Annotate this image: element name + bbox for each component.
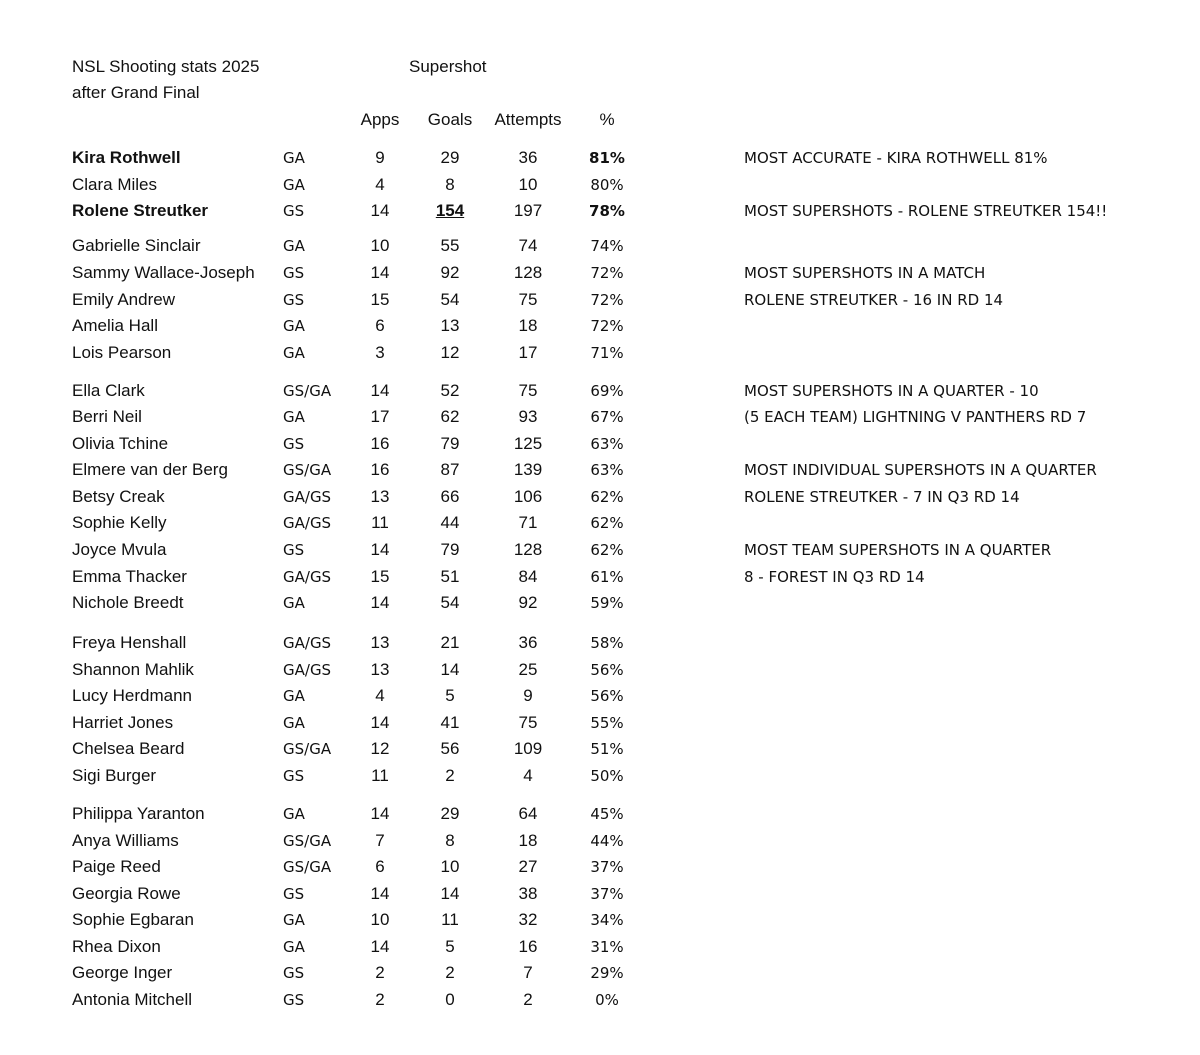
player-name: Sammy Wallace-Joseph <box>72 263 255 282</box>
player-pct: 62% <box>590 541 624 559</box>
player-pct: 56% <box>590 661 624 679</box>
player-position: GS <box>283 767 305 785</box>
note-most-accurate: MOST ACCURATE - KIRA ROTHWELL 81% <box>744 149 1048 167</box>
col-header-goals: Goals <box>427 110 473 129</box>
player-goals: 29 <box>440 804 460 823</box>
player-attempts: 128 <box>513 540 543 559</box>
player-apps: 11 <box>371 766 389 785</box>
player-name: Shannon Mahlik <box>72 660 194 679</box>
player-pct: 71% <box>590 344 624 362</box>
player-attempts: 10 <box>518 175 538 194</box>
player-pct: 62% <box>590 514 624 532</box>
player-name: Sophie Kelly <box>72 513 167 532</box>
player-goals: 8 <box>445 831 455 850</box>
player-attempts: 74 <box>518 236 538 255</box>
player-apps: 16 <box>370 460 390 479</box>
player-goals: 0 <box>445 990 455 1009</box>
player-position: GS <box>283 435 305 453</box>
player-position: GA <box>283 408 305 426</box>
player-goals: 12 <box>440 343 460 362</box>
player-pct: 72% <box>590 264 624 282</box>
player-pct: 59% <box>590 594 624 612</box>
player-name: Lois Pearson <box>72 343 172 362</box>
player-pct: 37% <box>590 858 624 876</box>
player-attempts: 106 <box>513 487 543 506</box>
player-position: GA/GS <box>283 488 332 506</box>
player-attempts: 75 <box>518 381 538 400</box>
note-team-quarter-detail: 8 - FOREST IN Q3 RD 14 <box>744 568 925 586</box>
player-apps: 9 <box>375 148 385 167</box>
player-goals: 14 <box>440 660 460 679</box>
player-name: Rolene Streutker <box>72 201 209 220</box>
player-apps: 13 <box>370 660 390 679</box>
player-pct: 78% <box>589 202 625 220</box>
player-pct: 80% <box>590 176 624 194</box>
player-name: Nichole Breedt <box>72 593 184 612</box>
player-attempts: 75 <box>518 290 538 309</box>
player-apps: 13 <box>370 487 390 506</box>
player-goals: 10 <box>440 857 460 876</box>
player-attempts: 18 <box>518 316 538 335</box>
player-name: Philippa Yaranton <box>72 804 205 823</box>
player-goals: 56 <box>440 739 460 758</box>
player-apps: 12 <box>370 739 390 758</box>
player-apps: 2 <box>375 963 385 982</box>
player-goals: 79 <box>440 540 460 559</box>
player-apps: 17 <box>370 407 390 426</box>
player-name: Joyce Mvula <box>72 540 167 559</box>
player-position: GA <box>283 911 305 929</box>
player-pct: 50% <box>590 767 624 785</box>
player-apps: 6 <box>375 316 385 335</box>
player-attempts: 139 <box>513 460 543 479</box>
player-position: GA <box>283 317 305 335</box>
player-position: GS <box>283 291 305 309</box>
player-goals: 92 <box>440 263 460 282</box>
player-name: Harriet Jones <box>72 713 174 732</box>
note-quarter-detail: (5 EACH TEAM) LIGHTNING V PANTHERS RD 7 <box>744 408 1087 426</box>
player-pct: 72% <box>590 291 624 309</box>
player-position: GA/GS <box>283 634 332 652</box>
player-name: Antonia Mitchell <box>72 990 193 1009</box>
player-attempts: 36 <box>518 148 538 167</box>
player-apps: 10 <box>370 236 390 255</box>
player-goals: 87 <box>440 460 460 479</box>
player-position: GS/GA <box>283 461 332 479</box>
player-position: GA <box>283 237 305 255</box>
player-apps: 10 <box>370 910 390 929</box>
player-goals: 14 <box>440 884 460 903</box>
player-name: Kira Rothwell <box>72 148 181 167</box>
player-pct: 74% <box>590 237 624 255</box>
player-attempts: 64 <box>518 804 538 823</box>
player-pct: 37% <box>590 885 624 903</box>
player-name: Amelia Hall <box>72 316 158 335</box>
player-pct: 31% <box>590 938 624 956</box>
player-apps: 13 <box>370 633 390 652</box>
note-team-quarter-heading: MOST TEAM SUPERSHOTS IN A QUARTER <box>744 541 1052 559</box>
player-name: Ella Clark <box>72 381 145 400</box>
player-apps: 14 <box>370 593 390 612</box>
player-name: Berri Neil <box>72 407 142 426</box>
player-apps: 14 <box>370 263 390 282</box>
player-name: Sophie Egbaran <box>72 910 194 929</box>
player-position: GA <box>283 687 305 705</box>
player-pct: 69% <box>590 382 624 400</box>
title-line-2: after Grand Final <box>72 83 200 102</box>
player-goals: 8 <box>445 175 455 194</box>
player-name: Paige Reed <box>72 857 161 876</box>
player-position: GA <box>283 149 305 167</box>
player-attempts: 16 <box>518 937 538 956</box>
player-name: Elmere van der Berg <box>72 460 228 479</box>
player-attempts: 71 <box>518 513 538 532</box>
player-apps: 6 <box>375 857 385 876</box>
player-apps: 14 <box>370 937 390 956</box>
player-name: Gabrielle Sinclair <box>72 236 201 255</box>
player-attempts: 9 <box>523 686 533 705</box>
player-position: GA/GS <box>283 661 332 679</box>
player-name: Rhea Dixon <box>72 937 161 956</box>
col-header-apps: Apps <box>360 110 400 129</box>
player-pct: 72% <box>590 317 624 335</box>
player-attempts: 128 <box>513 263 543 282</box>
player-attempts: 4 <box>523 766 533 785</box>
player-position: GA/GS <box>283 568 332 586</box>
player-name: Anya Williams <box>72 831 179 850</box>
player-pct: 81% <box>589 149 625 167</box>
player-apps: 4 <box>375 175 385 194</box>
player-apps: 7 <box>375 831 385 850</box>
player-attempts: 109 <box>513 739 543 758</box>
section-label: Supershot <box>409 57 487 76</box>
player-position: GS/GA <box>283 740 332 758</box>
player-name: George Inger <box>72 963 173 982</box>
player-position: GA <box>283 714 305 732</box>
note-most-supershots: MOST SUPERSHOTS - ROLENE STREUTKER 154!! <box>744 202 1108 220</box>
player-attempts: 92 <box>518 593 538 612</box>
player-goals: 2 <box>445 766 455 785</box>
player-position: GA <box>283 594 305 612</box>
player-position: GS <box>283 964 305 982</box>
player-position: GA <box>283 938 305 956</box>
player-name: Clara Miles <box>72 175 158 194</box>
player-attempts: 84 <box>518 567 538 586</box>
player-position: GA <box>283 176 305 194</box>
player-name: Lucy Herdmann <box>72 686 193 705</box>
player-goals: 66 <box>440 487 460 506</box>
player-pct: 56% <box>590 687 624 705</box>
player-attempts: 18 <box>518 831 538 850</box>
player-apps: 14 <box>370 381 390 400</box>
player-position: GS/GA <box>283 382 332 400</box>
player-apps: 3 <box>375 343 385 362</box>
player-goals: 52 <box>440 381 460 400</box>
player-apps: 14 <box>370 804 390 823</box>
note-individual-quarter-heading: MOST INDIVIDUAL SUPERSHOTS IN A QUARTER <box>744 461 1097 479</box>
player-pct: 29% <box>590 964 624 982</box>
player-pct: 0% <box>595 991 619 1009</box>
player-goals: 13 <box>440 316 460 335</box>
player-pct: 58% <box>590 634 624 652</box>
player-apps: 14 <box>370 713 390 732</box>
player-pct: 44% <box>590 832 624 850</box>
player-attempts: 197 <box>513 201 543 220</box>
player-apps: 16 <box>370 434 390 453</box>
player-goals: 62 <box>440 407 460 426</box>
player-goals: 154 <box>435 201 465 220</box>
note-match-heading: MOST SUPERSHOTS IN A MATCH <box>744 264 986 282</box>
player-name: Sigi Burger <box>72 766 157 785</box>
player-position: GS <box>283 202 305 220</box>
note-match-detail: ROLENE STREUTKER - 16 IN RD 14 <box>744 291 1004 309</box>
player-pct: 63% <box>590 435 624 453</box>
player-attempts: 36 <box>518 633 538 652</box>
col-header-attempts: Attempts <box>494 110 562 129</box>
player-pct: 63% <box>590 461 624 479</box>
player-apps: 4 <box>375 686 385 705</box>
player-goals: 55 <box>440 236 460 255</box>
player-attempts: 125 <box>513 434 543 453</box>
player-name: Chelsea Beard <box>72 739 185 758</box>
player-goals: 21 <box>440 633 460 652</box>
player-attempts: 7 <box>523 963 533 982</box>
player-goals: 5 <box>445 686 455 705</box>
player-position: GA/GS <box>283 514 332 532</box>
player-position: GS <box>283 885 305 903</box>
player-attempts: 93 <box>518 407 538 426</box>
player-goals: 54 <box>440 593 460 612</box>
player-goals: 54 <box>440 290 460 309</box>
player-attempts: 38 <box>518 884 538 903</box>
player-goals: 5 <box>445 937 455 956</box>
note-individual-quarter-detail: ROLENE STREUTKER - 7 IN Q3 RD 14 <box>744 488 1020 506</box>
player-name: Olivia Tchine <box>72 434 169 453</box>
player-apps: 2 <box>375 990 385 1009</box>
player-pct: 45% <box>590 805 624 823</box>
player-goals: 41 <box>440 713 460 732</box>
player-name: Emma Thacker <box>72 567 187 586</box>
player-apps: 14 <box>370 540 390 559</box>
player-name: Freya Henshall <box>72 633 187 652</box>
player-position: GS <box>283 541 305 559</box>
player-apps: 15 <box>370 567 390 586</box>
player-name: Georgia Rowe <box>72 884 181 903</box>
player-goals: 44 <box>440 513 460 532</box>
player-apps: 15 <box>370 290 390 309</box>
player-attempts: 75 <box>518 713 538 732</box>
player-pct: 51% <box>590 740 624 758</box>
note-quarter-heading: MOST SUPERSHOTS IN A QUARTER - 10 <box>744 382 1039 400</box>
player-apps: 14 <box>370 884 390 903</box>
player-position: GS <box>283 264 305 282</box>
player-attempts: 17 <box>518 343 538 362</box>
player-attempts: 2 <box>523 990 533 1009</box>
player-apps: 11 <box>371 513 389 532</box>
player-pct: 62% <box>590 488 624 506</box>
player-position: GS/GA <box>283 858 332 876</box>
player-attempts: 32 <box>518 910 538 929</box>
player-pct: 67% <box>590 408 624 426</box>
col-header-pct: % <box>599 110 615 129</box>
title-line-1: NSL Shooting stats 2025 <box>72 57 260 76</box>
player-pct: 61% <box>590 568 624 586</box>
player-goals: 79 <box>440 434 460 453</box>
player-attempts: 27 <box>518 857 538 876</box>
player-apps: 14 <box>370 201 390 220</box>
player-pct: 55% <box>590 714 624 732</box>
player-pct: 34% <box>590 911 624 929</box>
player-goals: 29 <box>440 148 460 167</box>
player-goals: 51 <box>440 567 460 586</box>
player-position: GA <box>283 805 305 823</box>
player-name: Emily Andrew <box>72 290 175 309</box>
player-position: GS/GA <box>283 832 332 850</box>
player-goals: 11 <box>441 910 459 929</box>
player-goals: 2 <box>445 963 455 982</box>
player-position: GA <box>283 344 305 362</box>
player-name: Betsy Creak <box>72 487 165 506</box>
player-attempts: 25 <box>518 660 538 679</box>
player-position: GS <box>283 991 305 1009</box>
